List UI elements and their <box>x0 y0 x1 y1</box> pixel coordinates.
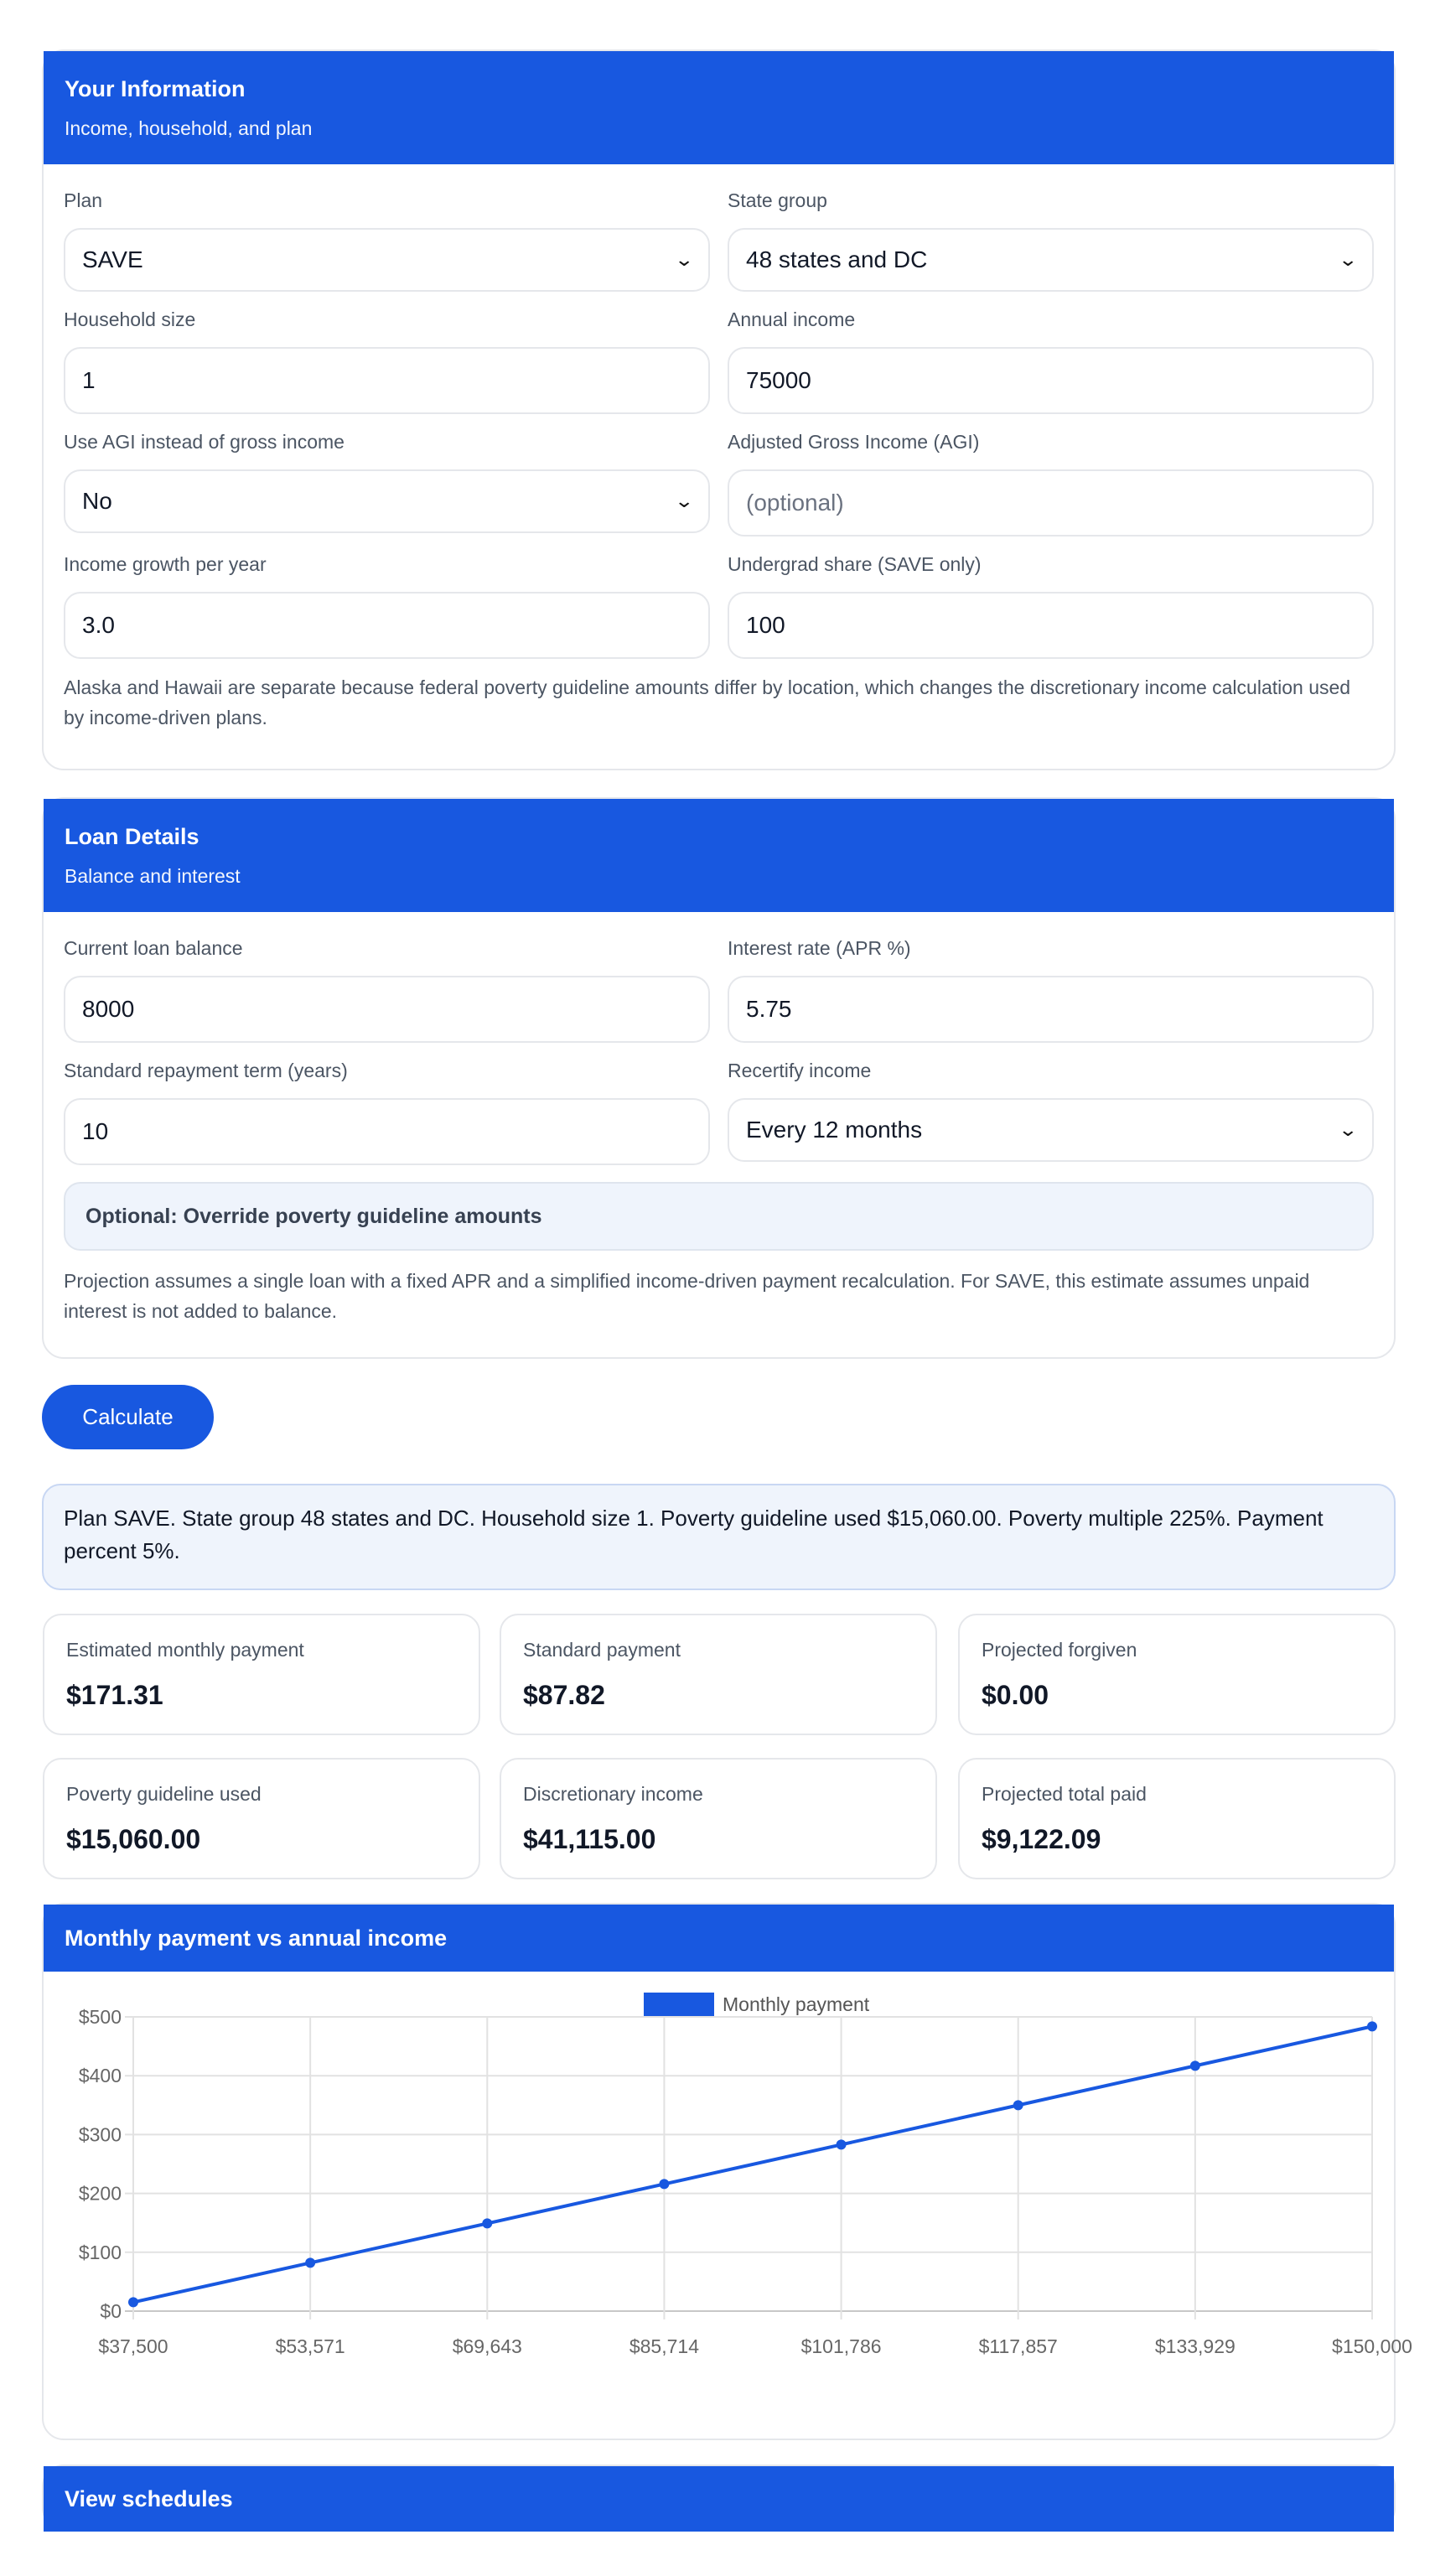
stat-card <box>500 1758 937 1879</box>
repayment-term-input[interactable] <box>64 1098 710 1165</box>
undergrad-share-value: 100 <box>746 612 785 638</box>
interest-rate-value: 5.75 <box>746 996 792 1022</box>
plan-value: SAVE <box>82 246 143 272</box>
y-tick-label: $300 <box>78 2123 122 2146</box>
data-point <box>1013 2100 1023 2110</box>
data-point <box>128 2297 138 2307</box>
y-tick-label: $500 <box>78 2006 122 2028</box>
loan-balance-value: 8000 <box>82 996 135 1022</box>
x-tick-label: $117,857 <box>978 2335 1058 2357</box>
chevron-down-icon: ⌄ <box>673 490 694 511</box>
y-tick-label: $200 <box>78 2182 122 2205</box>
override-poverty-toggle[interactable]: Optional: Override poverty guideline amounts <box>64 1182 1374 1251</box>
stat-value: $171.31 <box>66 1680 163 1710</box>
income-growth-input[interactable] <box>64 592 710 659</box>
stat-card <box>500 1614 937 1735</box>
data-point <box>1367 2021 1377 2031</box>
stat-value: $0.00 <box>982 1680 1049 1710</box>
card-title: Your Information <box>65 76 246 101</box>
y-tick-label: $400 <box>78 2065 122 2087</box>
use-agi-value: No <box>82 488 112 514</box>
stat-label: Poverty guideline used <box>66 1783 262 1805</box>
calculate-button[interactable]: Calculate <box>42 1385 214 1449</box>
stat-value: $15,060.00 <box>66 1824 201 1854</box>
agi-placeholder: (optional) <box>746 490 844 516</box>
household-size-label: Household size <box>64 308 196 330</box>
recertify-label: Recertify income <box>728 1060 872 1081</box>
recertify-value: Every 12 months <box>746 1117 923 1143</box>
use-agi-select[interactable] <box>64 469 710 533</box>
x-tick-label: $85,714 <box>629 2335 699 2357</box>
undergrad-share-input[interactable] <box>728 592 1374 659</box>
use-agi-label: Use AGI instead of gross income <box>64 431 345 453</box>
repayment-term-value: 10 <box>82 1118 109 1144</box>
data-point <box>659 2179 669 2189</box>
plan-select[interactable] <box>64 228 710 292</box>
stat-card <box>43 1614 480 1735</box>
data-point <box>1190 2060 1200 2071</box>
data-point <box>482 2218 492 2228</box>
legend-swatch <box>644 1993 714 2016</box>
data-point <box>305 2257 315 2268</box>
chart-card <box>42 1903 1412 2440</box>
stat-label: Projected total paid <box>982 1783 1147 1805</box>
undergrad-share-label: Undergrad share (SAVE only) <box>728 553 982 575</box>
income-growth-value: 3.0 <box>82 612 115 638</box>
x-tick-label: $37,500 <box>98 2335 168 2357</box>
line-chart <box>44 1972 1412 2439</box>
stat-value: $41,115.00 <box>523 1824 656 1854</box>
card-subtitle: Balance and interest <box>65 865 241 887</box>
card-header <box>44 1905 1394 1972</box>
x-tick-label: $150,000 <box>1332 2335 1412 2357</box>
your-information-card <box>42 49 1396 770</box>
stat-card <box>43 1758 480 1879</box>
loan-balance-label: Current loan balance <box>64 937 243 959</box>
view-schedules-label: View schedules <box>65 2485 233 2511</box>
chevron-down-icon: ⌄ <box>673 249 694 270</box>
stat-label: Discretionary income <box>523 1783 703 1805</box>
y-tick-label: $0 <box>100 2300 122 2322</box>
annual-income-label: Annual income <box>728 308 856 330</box>
repayment-term-label: Standard repayment term (years) <box>64 1060 348 1081</box>
stat-card <box>958 1758 1396 1879</box>
card-header <box>44 51 1394 164</box>
agi-input[interactable] <box>728 469 1374 536</box>
annual-income-input[interactable] <box>728 347 1374 414</box>
stat-label: Estimated monthly payment <box>66 1639 304 1661</box>
stat-label: Standard payment <box>523 1639 681 1661</box>
card-subtitle: Income, household, and plan <box>65 117 313 139</box>
loan-details-card <box>42 797 1396 1359</box>
summary-box: Plan SAVE. State group 48 states and DC. Household size 1. Poverty guideline used $15,060.00. Poverty multiple 225%. Payment percent 5%. <box>42 1484 1396 1590</box>
chevron-down-icon: ⌄ <box>1337 249 1358 270</box>
state-group-label: State group <box>728 189 827 211</box>
household-size-value: 1 <box>82 367 96 393</box>
x-tick-label: $69,643 <box>452 2335 522 2357</box>
projection-note: Projection assumes a single loan with a fixed APR and a simplified income-driven payment recalculation. For SAVE, this estimate assumes unpaid interest is not added to balance. <box>64 1270 1310 1322</box>
agi-label: Adjusted Gross Income (AGI) <box>728 431 980 453</box>
legend-label: Monthly payment <box>723 1993 870 2015</box>
stat-label: Projected forgiven <box>982 1639 1137 1661</box>
x-tick-label: $101,786 <box>800 2335 882 2357</box>
stat-value: $9,122.09 <box>982 1824 1101 1854</box>
chevron-down-icon: ⌄ <box>1337 1119 1358 1140</box>
info-note: Alaska and Hawaii are separate because federal poverty guideline amounts differ by location, which changes the discretionary income calculation used by income-driven plans. <box>64 676 1351 728</box>
recertify-select[interactable] <box>728 1098 1374 1162</box>
card-title: Loan Details <box>65 824 199 849</box>
y-tick-label: $100 <box>78 2241 122 2263</box>
annual-income-value: 75000 <box>746 367 811 393</box>
data-point <box>837 2139 847 2149</box>
chart-title: Monthly payment vs annual income <box>65 1925 448 1951</box>
stat-card <box>958 1614 1396 1735</box>
state-group-select[interactable] <box>728 228 1374 292</box>
interest-rate-label: Interest rate (APR %) <box>728 937 911 959</box>
view-schedules-toggle[interactable] <box>42 2465 1396 2530</box>
income-growth-label: Income growth per year <box>64 553 267 575</box>
interest-rate-input[interactable] <box>728 976 1374 1043</box>
stat-value: $87.82 <box>523 1680 605 1710</box>
x-tick-label: $133,929 <box>1154 2335 1236 2357</box>
household-size-input[interactable] <box>64 347 710 414</box>
state-group-value: 48 states and DC <box>746 246 928 272</box>
loan-balance-input[interactable] <box>64 976 710 1043</box>
plan-label: Plan <box>64 189 103 211</box>
x-tick-label: $53,571 <box>275 2335 345 2357</box>
card-header <box>44 799 1394 912</box>
series-line <box>133 2026 1372 2302</box>
